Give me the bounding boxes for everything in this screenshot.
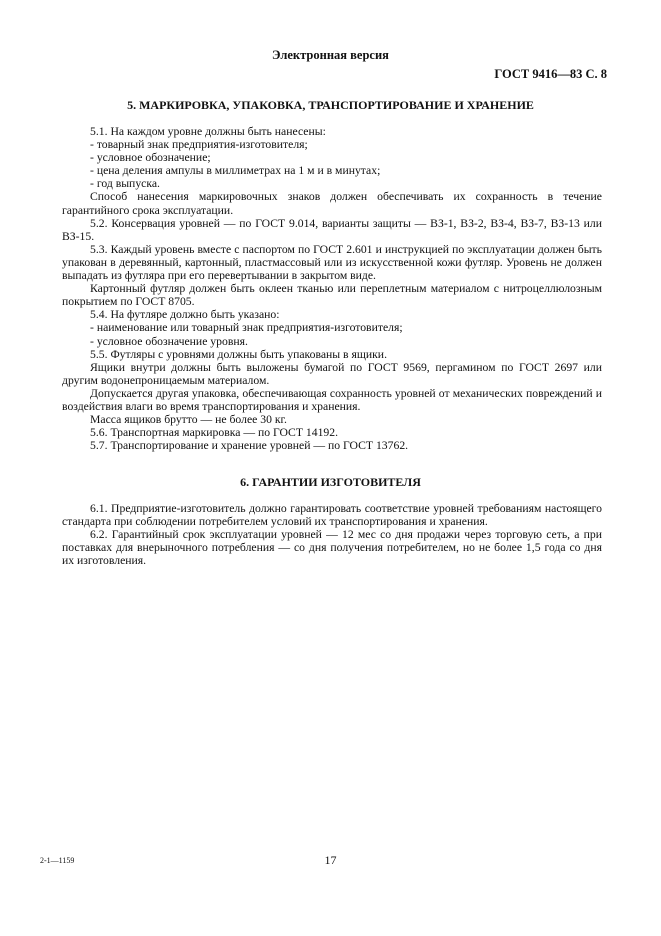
paragraph: Способ нанесения маркировочных знаков должен обеспечивать их сохранность в течение гарантийного срока эксплуатации.	[62, 190, 602, 217]
paragraph: Допускается другая упаковка, обеспечивающая сохранность уровней от механических повреждений и воздействия влаги во время транспортирования и хранения.	[62, 386, 602, 413]
paragraph-5-7: 5.7. Транспортирование и хранение уровней — по ГОСТ 13762.	[90, 439, 409, 453]
standard-reference: ГОСТ 9416—83 С. 8	[494, 67, 607, 81]
paragraph-5-5: 5.5. Футляры с уровнями должны быть упакованы в ящики.	[90, 347, 387, 361]
paragraph-6-1: 6.1. Предприятие-изготовитель должно гарантировать соответствие уровней требованиям настоящего стандарта при соблюдении потребителем условий их транспортирования и хранения.	[62, 502, 602, 529]
paragraph-6-2: 6.2. Гарантийный срок эксплуатации уровней — 12 мес со дня продажи через торговую сеть, а при поставках для внерыночного потребления — со дня получения потребителем, но не более 1,5 года со дня их изготовления.	[62, 528, 602, 568]
list-item: - год выпуска.	[90, 177, 160, 191]
list-item: - наименование или товарный знак предприятия-изготовителя;	[90, 321, 403, 335]
list-item: - условное обозначение;	[90, 151, 211, 165]
paragraph: Картонный футляр должен быть оклеен тканью или переплетным материалом с нитроцеллюлозным покрытием по ГОСТ 8705.	[62, 282, 602, 309]
section-6-body	[62, 502, 602, 567]
print-code: 2-1—1159	[40, 856, 75, 865]
paragraph-5-2: 5.2. Консервация уровней — по ГОСТ 9.014, варианты защиты — ВЗ-1, ВЗ-2, ВЗ-4, ВЗ-7, ВЗ-13 или ВЗ-15.	[62, 216, 602, 243]
edition-label: Электронная версия	[272, 48, 389, 62]
paragraph-5-3: 5.3. Каждый уровень вместе с паспортом по ГОСТ 2.601 и инструкцией по эксплуатации должен быть упакован в деревянный, картонный, пластмассовый или из искусственной кожи футляр. Уровень не должен выпадать из футляра при его перевертывании в закрытом виде.	[62, 242, 602, 283]
list-item: - условное обозначение уровня.	[90, 334, 248, 348]
section-5-body	[62, 125, 602, 452]
section-5-title: 5. МАРКИРОВКА, УПАКОВКА, ТРАНСПОРТИРОВАНИЕ И ХРАНЕНИЕ	[127, 98, 534, 112]
paragraph: Масса ящиков брутто — не более 30 кг.	[90, 413, 287, 427]
paragraph-5-6: 5.6. Транспортная маркировка — по ГОСТ 14192.	[90, 426, 339, 440]
list-item: - цена деления ампулы в миллиметрах на 1 м и в минутах;	[90, 164, 381, 178]
paragraph-5-1: 5.1. На каждом уровне должны быть нанесены:	[90, 125, 326, 138]
section-6-title: 6. ГАРАНТИИ ИЗГОТОВИТЕЛЯ	[240, 475, 421, 489]
paragraph-5-4: 5.4. На футляре должно быть указано:	[90, 308, 280, 322]
paragraph: Ящики внутри должны быть выложены бумагой по ГОСТ 9569, пергамином по ГОСТ 2697 или другим водонепроницаемым материалом.	[62, 360, 602, 387]
list-item: - товарный знак предприятия-изготовителя;	[90, 138, 308, 152]
page-number: 17	[324, 853, 337, 867]
